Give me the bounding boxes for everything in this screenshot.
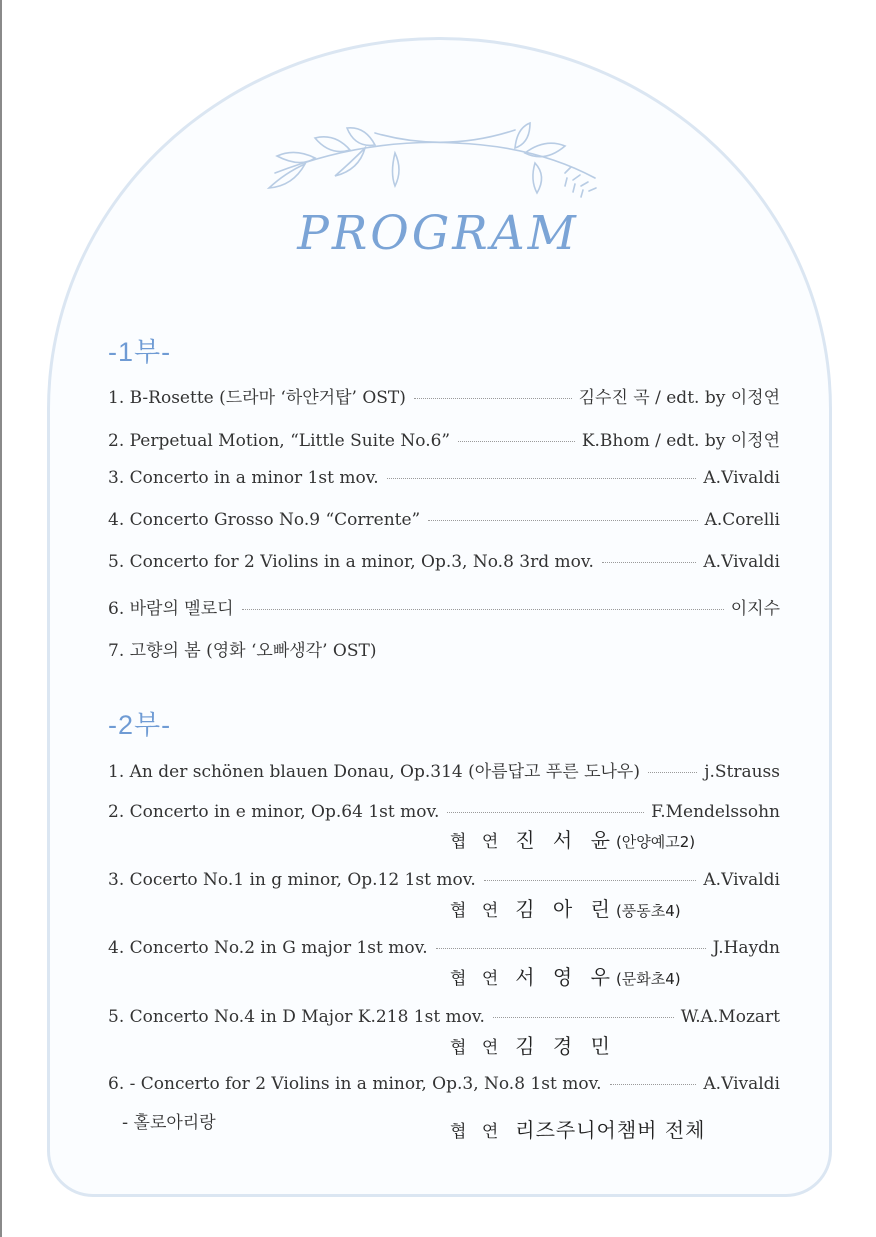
dot-leader [648,772,697,773]
program-item [108,510,780,536]
soloist-label: 협 연 [450,901,504,921]
piece-title: 5. Concerto No.4 in D Major K.218 1st mov. [108,1007,485,1027]
program-item [108,552,780,578]
dot-leader [610,1084,697,1085]
dot-leader [458,441,575,442]
composer: A.Vivaldi [703,870,780,890]
program-item [108,1074,780,1100]
program-item [108,636,780,662]
soloist-line [450,893,681,922]
soloist-label: 협 연 [450,1122,504,1142]
program-item [108,594,780,620]
program-item [108,1007,780,1033]
page-edge-rule [0,0,2,1237]
soloist-line [450,824,695,853]
composer: A.Vivaldi [703,1074,780,1094]
soloist-school: (문화초4) [615,970,681,988]
dot-leader [414,398,572,399]
composer: 김수진 곡 / edt. by 이정연 [578,388,780,408]
piece-title: 4. Concerto No.2 in G major 1st mov. [108,938,428,958]
soloist-label: 협 연 [450,1038,504,1058]
piece-title: 7. 고향의 봄 (영화 ‘오빠생각’ OST) [108,641,377,661]
medley-subtitle: - 홀로아리랑 [122,1113,216,1133]
composer: A.Vivaldi [703,552,780,572]
piece-title: 3. Concerto in a minor 1st mov. [108,468,379,488]
dot-leader [436,948,706,949]
program-item [108,757,780,783]
composer: A.Corelli [704,510,780,530]
soloist-label: 협 연 [450,832,504,852]
piece-title: 6. 바람의 멜로디 [108,599,234,619]
dot-leader [493,1017,674,1018]
soloist-name: 서 영 우 [515,965,616,989]
composer: W.A.Mozart [680,1007,780,1027]
program-item [108,468,780,494]
page-title: PROGRAM [297,206,579,261]
soloist-label: 협 연 [450,969,504,989]
dot-leader [484,880,697,881]
part2-heading: -2부- [108,710,172,740]
dot-leader [242,609,724,610]
dot-leader [387,478,697,479]
composer: j.Strauss [704,762,780,782]
composer: F.Mendelssohn [651,802,780,822]
vine-ornament-icon [255,118,625,218]
piece-title: 1. An der schönen blauen Donau, Op.314 (아름답고 푸른 도나우) [108,762,640,782]
piece-title: 2. Concerto in e minor, Op.64 1st mov. [108,802,440,822]
dot-leader [428,520,697,521]
soloist-name: 김 아 린 [515,897,616,921]
soloist-name: 김 경 민 [515,1034,616,1058]
ensemble-name: 리즈주니어챔버 전체 [515,1118,706,1142]
part1-heading: -1부- [108,337,172,367]
dot-leader [447,812,644,813]
piece-title: 4. Concerto Grosso No.9 “Corrente” [108,510,421,530]
soloist-line [450,1114,706,1143]
soloist-school: (풍동초4) [615,902,681,920]
soloist-name: 진 서 윤 [515,828,616,852]
piece-title: 3. Cocerto No.1 in g minor, Op.12 1st mov. [108,870,476,890]
composer: J.Haydn [712,938,780,958]
piece-title: 1. B-Rosette (드라마 ‘하얀거탑’ OST) [108,388,406,408]
program-item [108,426,780,452]
soloist-line [450,1030,616,1059]
program-item [108,383,780,409]
composer: K.Bhom / edt. by 이정연 [581,431,780,451]
composer: 이지수 [730,599,780,619]
soloist-school: (안양예고2) [615,833,696,851]
piece-title: 2. Perpetual Motion, “Little Suite No.6” [108,431,451,451]
soloist-line [450,961,681,990]
dot-leader [602,562,697,563]
piece-title: 6. - Concerto for 2 Violins in a minor, Op.3, No.8 1st mov. [108,1074,602,1094]
piece-title: 5. Concerto for 2 Violins in a minor, Op.3, No.8 3rd mov. [108,552,594,572]
composer: A.Vivaldi [703,468,780,488]
